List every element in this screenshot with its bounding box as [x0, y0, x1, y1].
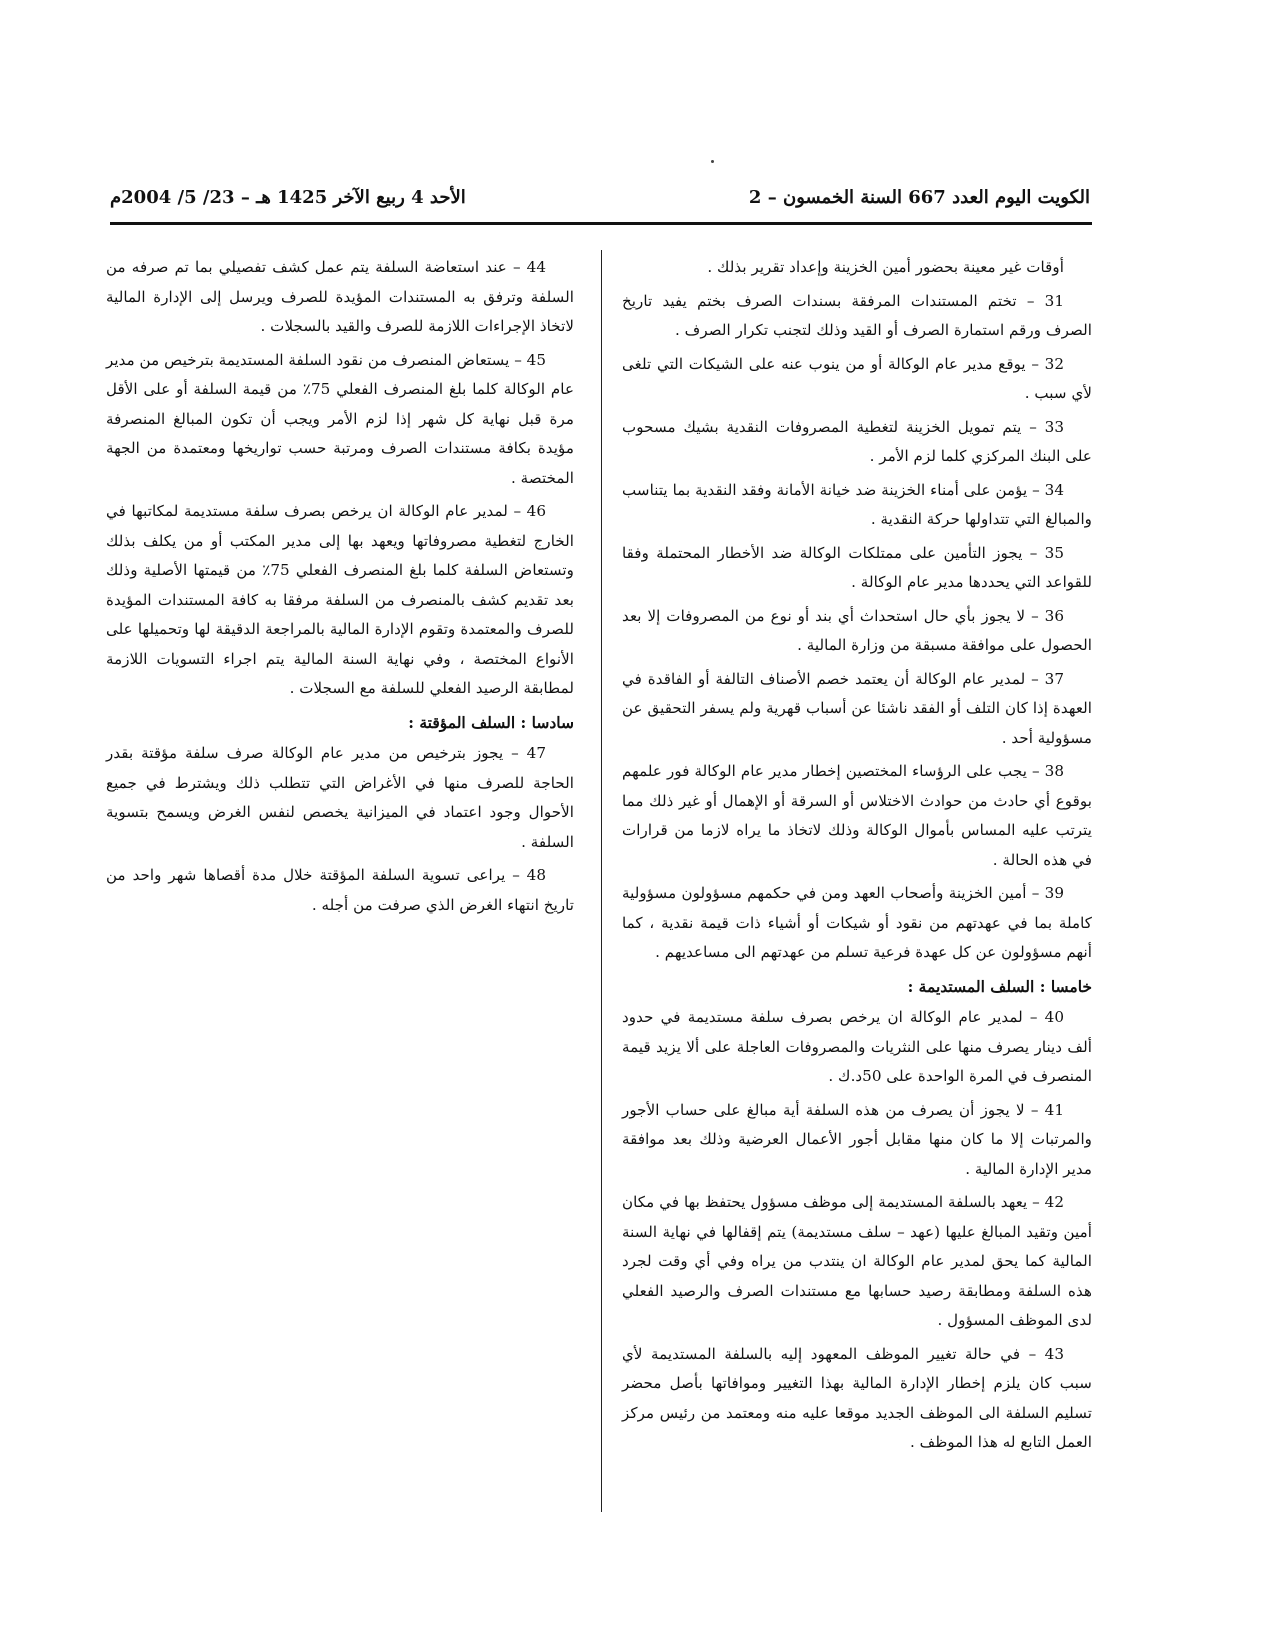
- header-date: الأحد 4 ربيع الآخر 1425 هـ – 23/ 5/ 2004م: [110, 187, 466, 208]
- article-44: 44 – عند استعاضة السلفة يتم عمل كشف تفصيلي بما تم صرفه من السلفة وترفق به المستندات المؤيدة للصرف ويرسل إلى الإدارة المالية لاتخاذ الإجراءات اللازمة للصرف والقيد بالسجلات .: [106, 258, 574, 335]
- right-column: [622, 253, 1092, 1462]
- left-column: [106, 253, 574, 924]
- scan-dot: [711, 160, 714, 163]
- article-46: 46 – لمدير عام الوكالة ان يرخص بصرف سلفة مستديمة لمكاتبها في الخارج لتغطية مصروفاتها ويعهد بها إلى مدير المكتب أو من يكلف بذلك وتستعاض السلفة كلما بلغ المنصرف الفعلي 75٪ من قيمتها الأصلية وذلك بعد تقديم كشف بالمنصرف من السلفة مرفقا به كافة المستندات المؤيدة للصرف والمعتمدة وتقوم الإدارة المالية بالمراجعة الدقيقة لها وتحميلها على الأنواع المختصة ، وفي نهاية السنة المالية يتم اجراء التسويات اللازمة لمطابقة الرصيد الفعلي للسلفة مع السجلات .: [106, 502, 574, 697]
- article-34: 34 – يؤمن على أمناء الخزينة ضد خيانة الأمانة وفقد النقدية بما يتناسب والمبالغ التي تتداولها حركة النقدية .: [622, 480, 1092, 528]
- article-39: 39 – أمين الخزينة وأصحاب العهد ومن في حكمهم مسؤولون مسؤولية كاملة بما في عهدتهم من نقود أو شيكات أو أشياء ذات قيمة نقدية ، كما أنهم مسؤولون عن كل عهدة فرعية تسلم من عهدتهم الى مساعديهم .: [622, 884, 1092, 961]
- page-header: [110, 187, 1090, 213]
- article-45: 45 – يستعاض المنصرف من نقود السلفة المستديمة بترخيص من مدير عام الوكالة كلما بلغ المنصرف الفعلي 75٪ من قيمة السلفة أو على الأقل مرة قبل نهاية كل شهر إذا لزم الأمر ويجب أن تكون المبالغ المنصرفة مؤيدة بكافة مستندات الصرف ومرتبة حسب تواريخها ومعتمدة من الجهة المختصة .: [106, 350, 575, 487]
- article-36: 36 – لا يجوز بأي حال استحداث أي بند أو نوع من المصروفات إلا بعد الحصول على موافقة مسبقة من وزارة المالية .: [622, 606, 1092, 654]
- article-38: 38 – يجب على الرؤساء المختصين إخطار مدير عام الوكالة فور علمهم بوقوع أي حادث من حوادث الاختلاس أو السرقة أو الإهمال أو غير ذلك مما يترتب عليه المساس بأموال الوكالة وذلك لاتخاذ ما يراه لازما من قرارات في هذه الحالة .: [622, 762, 1092, 869]
- article-40: 40 – لمدير عام الوكالة ان يرخص بصرف سلفة مستديمة في حدود ألف دينار يصرف منها على النثريات والمصروفات العاجلة على ألا يزيد قيمة المنصرف في المرة الواحدة على 50د.ك .: [622, 1008, 1092, 1085]
- section-six-title: سادسا : السلف المؤقتة :: [408, 712, 574, 732]
- article-41: 41 – لا يجوز أن يصرف من هذه السلفة أية مبالغ على حساب الأجور والمرتبات إلا ما كان منها مقابل أجور الأعمال العرضية وذلك بعد موافقة مدير الإدارة المالية .: [622, 1100, 1092, 1178]
- column-divider: [601, 250, 602, 1512]
- article-43: 43 – في حالة تغيير الموظف المعهود إليه بالسلفة المستديمة لأي سبب كان يلزم إخطار الإدارة المالية بهذا التغيير وموافاتها بأصل محضر تسليم السلفة الى الموظف الجديد موقعا عليه منه ومعتمد من رئيس مركز العمل التابع له هذا الموظف .: [622, 1344, 1092, 1451]
- header-rule: [110, 222, 1092, 225]
- article-33: 33 – يتم تمويل الخزينة لتغطية المصروفات النقدية بشيك مسحوب على البنك المركزي كلما لزم الأمر .: [622, 417, 1092, 465]
- article-35: 35 – يجوز التأمين على ممتلكات الوكالة ضد الأخطار المحتملة وفقا للقواعد التي يحددها مدير عام الوكالة .: [622, 543, 1092, 591]
- article-37: 37 – لمدير عام الوكالة أن يعتمد خصم الأصناف التالفة أو الفاقدة في العهدة إذا كان التلف أو الفقد ناشئا عن أسباب قهرية ولم يسفر التحقيق عن مسؤولية أحد .: [622, 669, 1092, 747]
- article-42: 42 – يعهد بالسلفة المستديمة إلى موظف مسؤول يحتفظ بها في مكان أمين وتقيد المبالغ عليها (عهد – سلف مستديمة) يتم إقفالها في نهاية السنة المالية كما يحق لمدير عام الوكالة ان ينتدب من يراه وفي أي وقت لجرد هذه السلفة ومطابقة رصيد حسابها مع مستندات الصرف والرصيد الفعلي لدى الموظف المسؤول .: [622, 1193, 1092, 1329]
- article-32: 32 – يوقع مدير عام الوكالة أو من ينوب عنه على الشيكات التي تلغى لأي سبب .: [622, 354, 1092, 402]
- article-48: 48 – يراعى تسوية السلفة المؤقتة خلال مدة أقصاها شهر واحد من تاريخ انتهاء الغرض الذي صرفت من أجله .: [106, 866, 574, 914]
- article-30-end: أوقات غير معينة بحضور أمين الخزينة وإعداد تقرير بذلك .: [707, 258, 1064, 276]
- section-five-title: خامسا : السلف المستديمة :: [907, 976, 1092, 996]
- article-31: 31 – تختم المستندات المرفقة بسندات الصرف بختم يفيد تاريخ الصرف ورقم استمارة الصرف أو القيد وذلك لتجنب تكرار الصرف .: [622, 291, 1092, 339]
- article-47: 47 – يجوز بترخيص من مدير عام الوكالة صرف سلفة مؤقتة بقدر الحاجة للصرف منها في الأغراض التي تتطلب ذلك ويشترط في جميع الأحوال وجود اعتماد في الميزانية يخصص لنفس الغرض ويسمح بتسوية السلفة .: [106, 744, 574, 851]
- header-publication-info: الكويت اليوم العدد 667 السنة الخمسون – 2: [748, 187, 1090, 208]
